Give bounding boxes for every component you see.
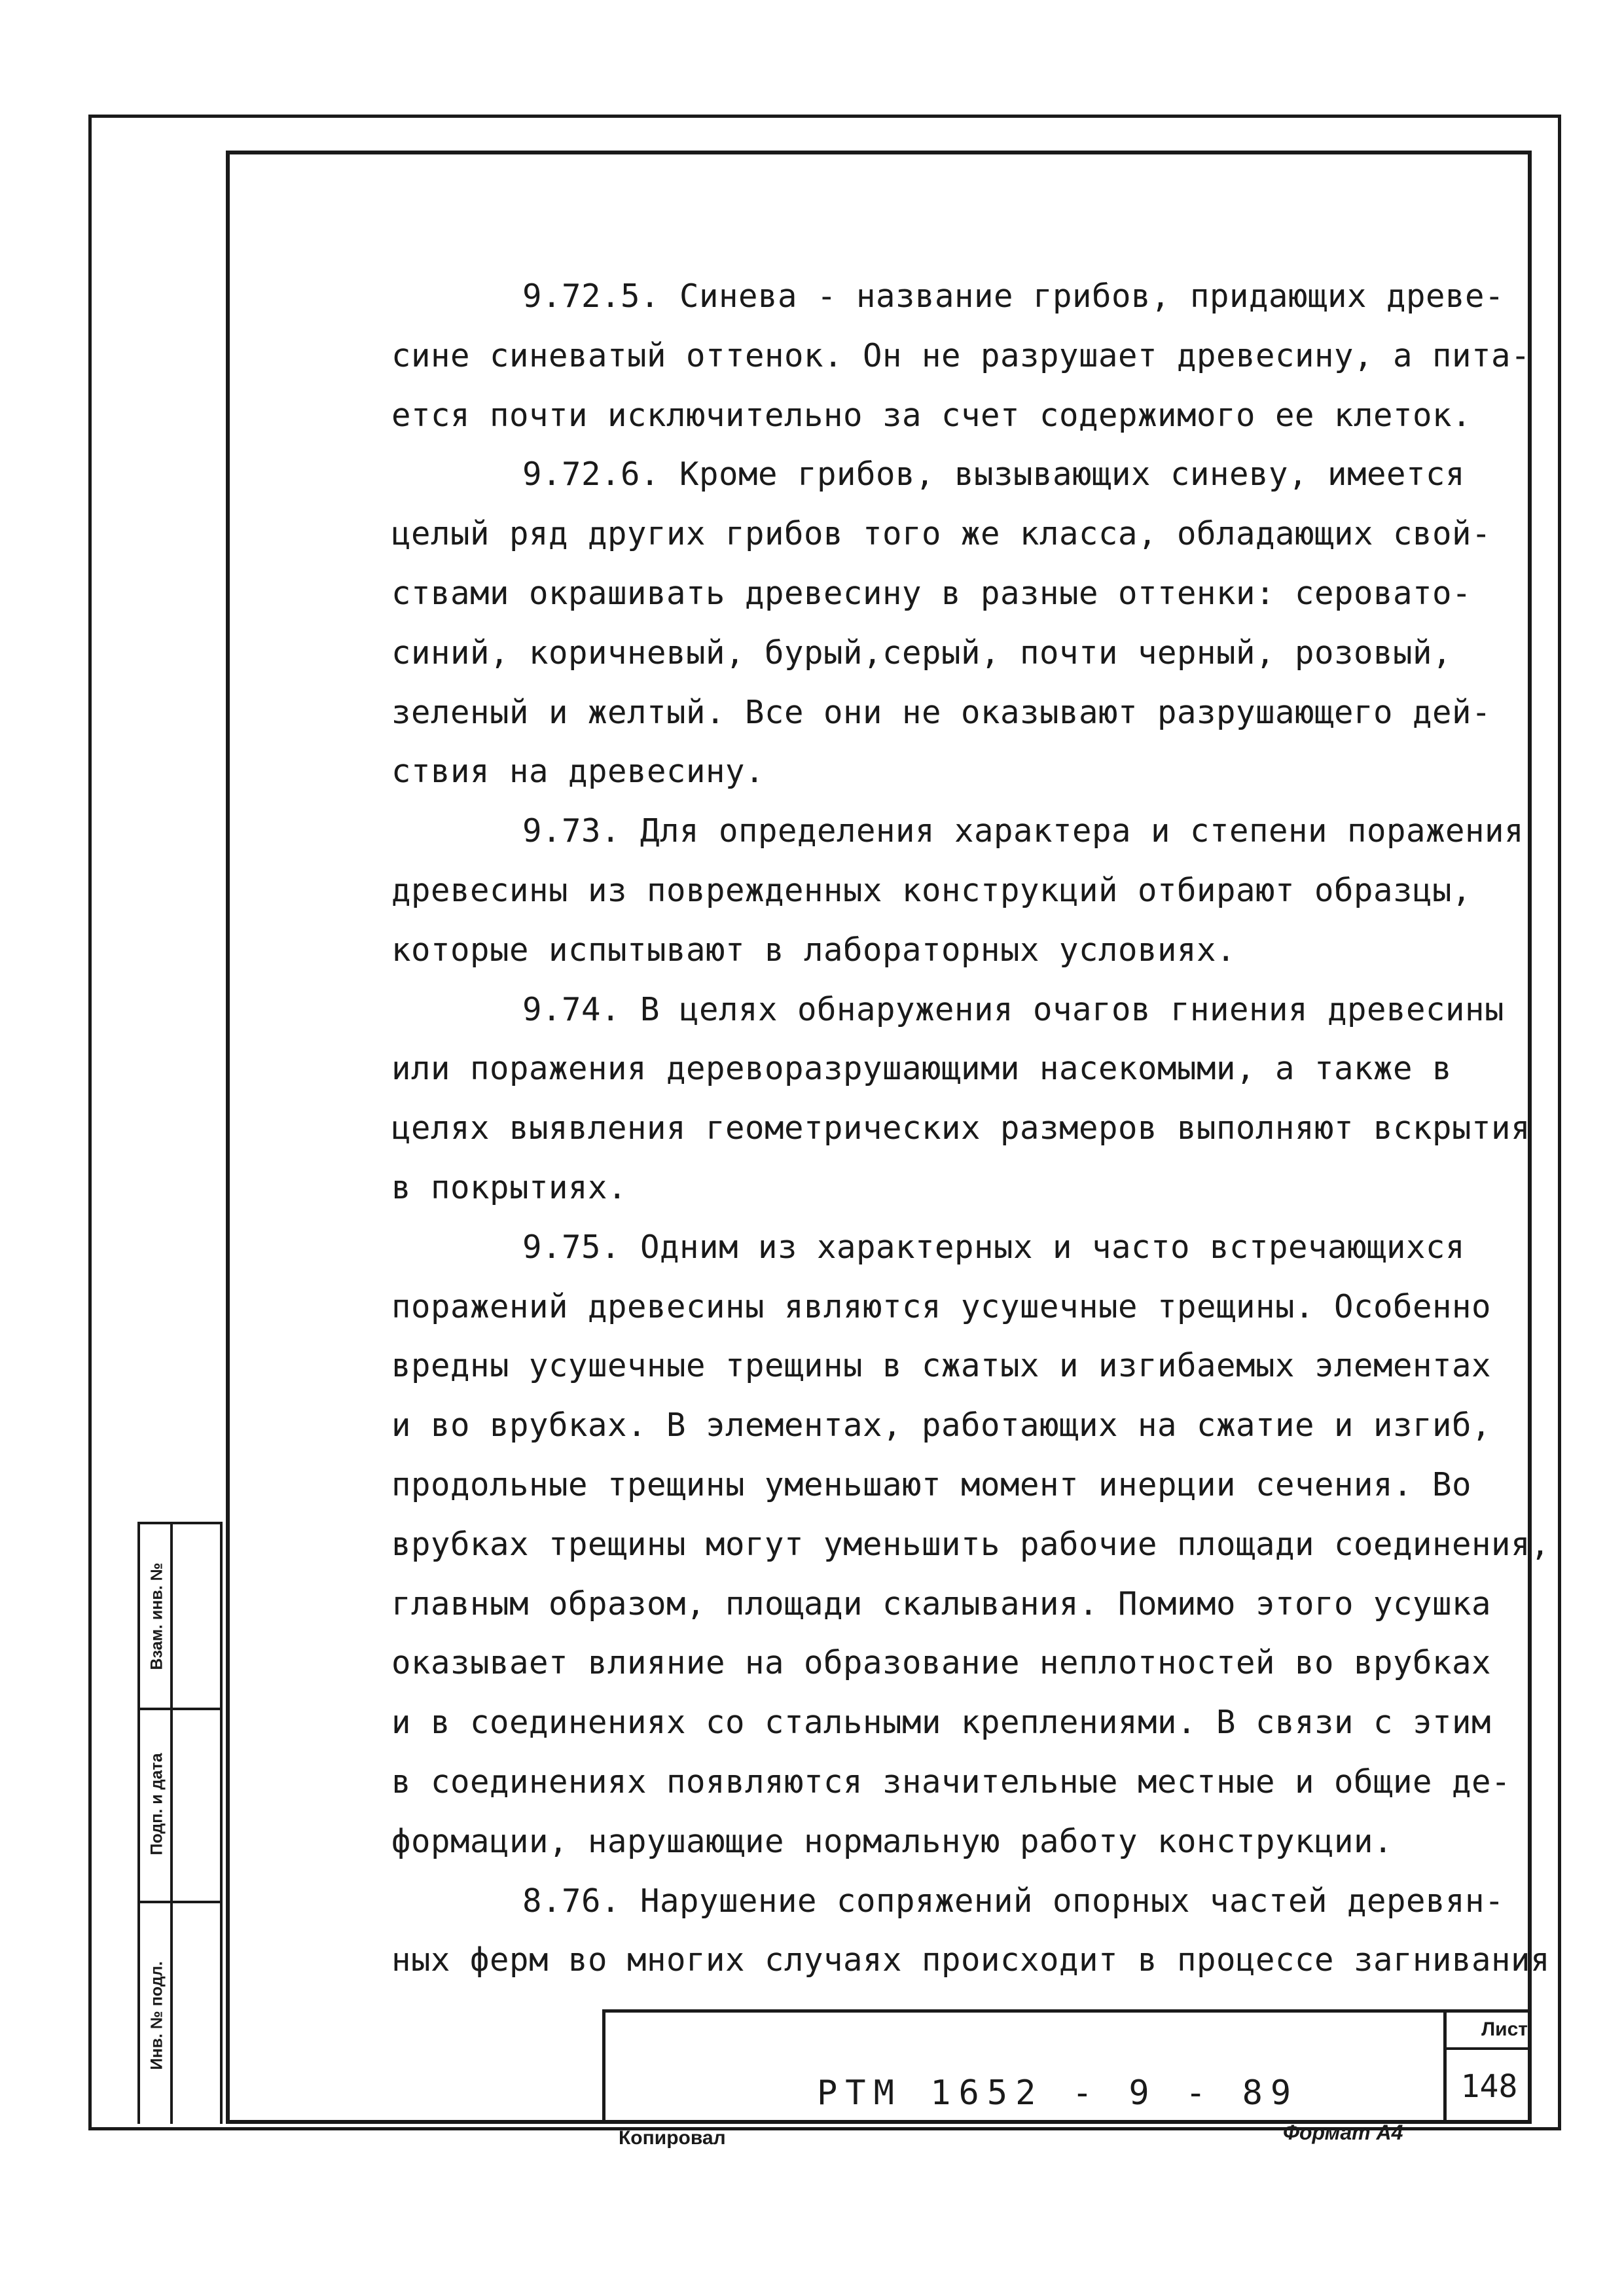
copied-by-label: Копировал <box>619 2127 726 2149</box>
text-line: ствами окрашивать древесину в разные оттенки: серовато- <box>391 574 1472 612</box>
text-line: которые испытывают в лабораторных условиях. <box>391 931 1236 969</box>
side-approval-strip <box>137 1522 223 2124</box>
text-line: 9.73. Для определения характера и степени поражения <box>522 812 1525 850</box>
text-line: формации, нарушающие нормальную работу конструкции. <box>391 1822 1394 1860</box>
sheet-number: 148 <box>1460 2068 1518 2105</box>
text-line: и во врубках. В элементах, работающих на сжатие и изгиб, <box>391 1407 1492 1444</box>
text-line: 9.74. В целях обнаружения очагов гниения древесины <box>522 990 1505 1028</box>
text-line: целях выявления геометрических размеров выполняют вскрытия <box>391 1109 1531 1147</box>
text-line: врубках трещины могут уменьшить рабочие площади соединения, <box>391 1525 1551 1563</box>
text-line: 9.75. Одним из характерных и часто встречающихся <box>522 1228 1466 1266</box>
text-line: вредны усушечные трещины в сжатых и изгибаемых элементах <box>391 1347 1492 1385</box>
side-label-inv-podl: Инв. № подл. <box>147 1961 166 2070</box>
side-label-vzam-inv: Взам. инв. № <box>147 1562 166 1670</box>
text-line: 9.72.6. Кроме грибов, вызывающих синеву, имеется <box>522 456 1466 493</box>
text-line: главным образом, площади скалывания. Помимо этого усушка <box>391 1585 1492 1623</box>
sheet-box <box>1443 2009 1532 2124</box>
main-text <box>391 267 1551 1990</box>
side-label-podp-data: Подп. и дата <box>147 1753 166 1856</box>
text-line: ется почти исключительно за счет содержимого ее клеток. <box>391 396 1472 434</box>
document-code: РТМ 1652 - 9 - 89 <box>817 2073 1299 2113</box>
text-line: оказывает влияние на образование неплотностей во врубках <box>391 1644 1492 1682</box>
text-line: целый ряд других грибов того же класса, обладающих свой- <box>391 515 1492 553</box>
text-line: в соединениях появляются значительные местные и общие де- <box>391 1763 1511 1801</box>
sheet-label: Лист <box>1447 2009 1532 2050</box>
text-line: ных ферм во многих случаях происходит в процессе загнивания <box>391 1941 1551 1979</box>
text-line: 8.76. Нарушение сопряжений опорных частей деревян- <box>522 1882 1505 1920</box>
text-line: или поражения дереворазрушающими насекомыми, а также в <box>391 1050 1453 1088</box>
format-label: Формат А4 <box>1283 2121 1403 2144</box>
text-line: и в соединениях со стальными креплениями. В связи с этим <box>391 1704 1492 1742</box>
side-divider <box>140 1901 220 1903</box>
text-line: зеленый и желтый. Все они не оказывают разрушающего дей- <box>391 693 1492 731</box>
text-line: сине синеватый оттенок. Он не разрушает древесину, а пита- <box>391 336 1531 374</box>
text-line: древесины из поврежденных конструкций отбирают образцы, <box>391 871 1472 909</box>
side-divider <box>140 1708 220 1710</box>
text-line: поражений древесины являются усушечные трещины. Особенно <box>391 1287 1492 1325</box>
text-line: 9.72.5. Синева - название грибов, придающих древе- <box>522 278 1505 315</box>
text-line: синий, коричневый, бурый,серый, почти черный, розовый, <box>391 634 1453 672</box>
text-line: продольные трещины уменьшают момент инерции сечения. Во <box>391 1465 1472 1503</box>
text-line: в покрытиях. <box>391 1168 628 1206</box>
text-line: ствия на древесину. <box>391 753 765 791</box>
